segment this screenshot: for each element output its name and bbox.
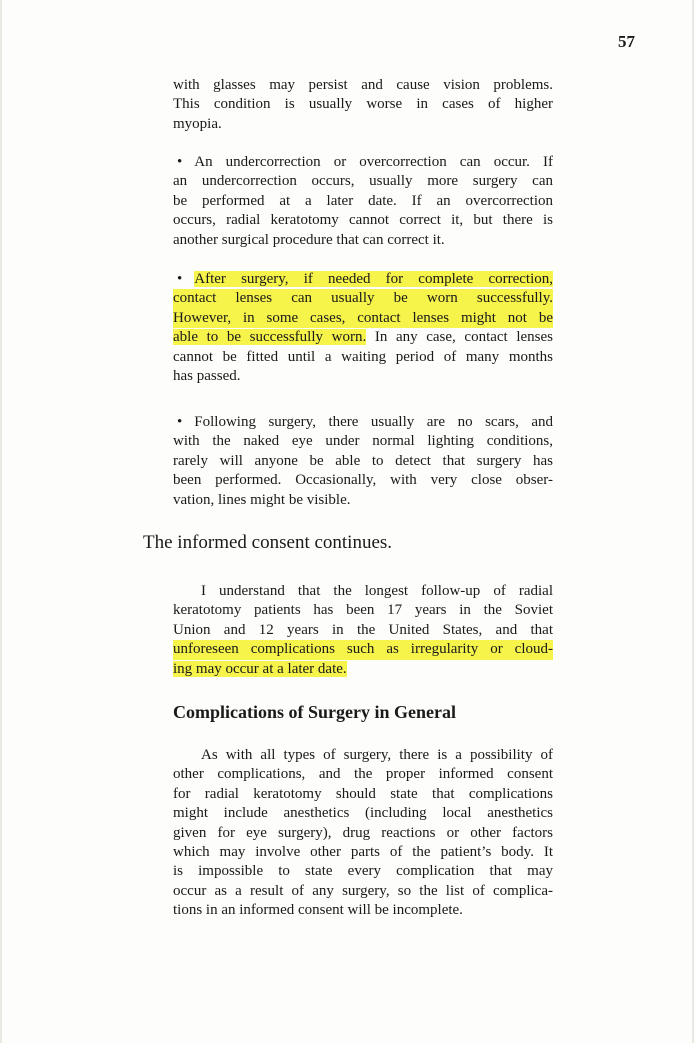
text-line: cannot be fitted until a waiting period of many months: [173, 348, 553, 365]
text-line: able to be successfully worn. In any case, contact lenses: [173, 329, 553, 346]
bullet-icon: •: [177, 271, 183, 287]
text-line: tions in an informed consent will be incomplete.: [173, 902, 463, 919]
text-line: myopia.: [173, 115, 222, 132]
text-line: given for eye surgery), drug reactions or other factors: [173, 824, 553, 841]
text-line: Union and 12 years in the United States, and that: [173, 621, 553, 638]
highlighted-text: After surgery, if needed for complete correction,: [194, 271, 553, 287]
section-heading: Complications of Surgery in General: [173, 702, 456, 722]
paragraph-follow-up: [173, 582, 553, 679]
highlighted-text: unforeseen complications such as irregularity or cloud-: [173, 640, 553, 659]
text-line: This condition is usually worse in cases of higher: [173, 96, 553, 113]
highlighted-text: However, in some cases, contact lenses might not be: [173, 309, 553, 328]
highlighted-text: able to be successfully worn.: [173, 329, 367, 346]
text-line: is impossible to state every complication that may: [173, 863, 553, 880]
highlighted-text: contact lenses can usually be worn successfully.: [173, 289, 553, 308]
text-line: has passed.: [173, 368, 241, 385]
text-line: [173, 660, 553, 679]
paragraph-myopia: [173, 76, 553, 134]
text-line: another surgical procedure that can correct it.: [173, 231, 445, 248]
text-line: with glasses may persist and cause vision problems.: [173, 77, 553, 93]
bullet-no-scars: [173, 413, 553, 510]
text-line: As with all types of surgery, there is a possibility of: [201, 747, 553, 763]
text-line: been performed. Occasionally, with very close obser-: [173, 472, 553, 489]
left-page-edge: [0, 0, 2, 1043]
bullet-icon: •: [177, 414, 183, 430]
text-line: which may involve other parts of the patient’s body. It: [173, 844, 553, 861]
bullet-contact-lenses: [173, 270, 553, 386]
text-line: keratotomy patients has been 17 years in the Soviet: [173, 602, 553, 619]
bullet-icon: •: [177, 154, 183, 170]
text-line: for radial keratotomy should state that complications: [173, 785, 553, 802]
text-line: might include anesthetics (including local anesthetics: [173, 805, 553, 822]
section-intro: The informed consent continues.: [143, 532, 393, 553]
text-line: occurs, radial keratotomy cannot correct it, but there is: [173, 212, 553, 229]
text-line: I understand that the longest follow-up of radial: [201, 583, 553, 599]
text-line: rarely will anyone be able to detect that surgery has: [173, 452, 553, 469]
text-line: be performed at a later date. If an overcorrection: [173, 192, 553, 209]
paragraph-complications: [173, 746, 553, 921]
text-line: • Following surgery, there usually are no scars, and: [173, 413, 553, 432]
highlighted-text: ing may occur at a later date.: [173, 660, 347, 677]
bullet-undercorrection: [173, 153, 553, 250]
text-line: • An undercorrection or overcorrection can occur. If: [173, 153, 553, 172]
right-page-edge: [692, 0, 694, 1043]
text-line: vation, lines might be visible.: [173, 491, 351, 508]
text-line: [173, 270, 553, 289]
text-line: occur as a result of any surgery, so the list of complica-: [173, 882, 553, 899]
text-line: an undercorrection occurs, usually more surgery can: [173, 173, 553, 190]
text-line: other complications, and the proper informed consent: [173, 766, 553, 783]
page-number: 57: [618, 32, 635, 51]
text-line: with the naked eye under normal lighting conditions,: [173, 433, 553, 450]
